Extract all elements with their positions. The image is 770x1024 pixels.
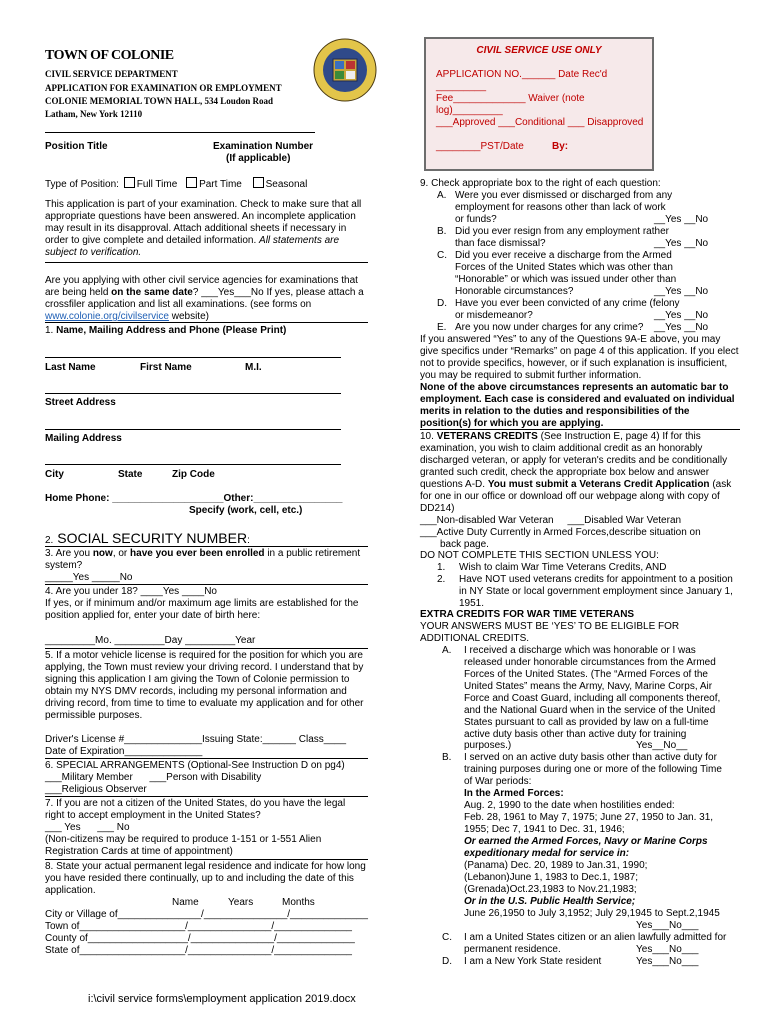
exam-number-label: Examination Number <box>213 141 314 152</box>
q9c-yes-no[interactable]: __Yes __No <box>654 286 709 297</box>
cond1-text: Wish to claim War Time Veterans Credits, AND <box>459 562 667 573</box>
full-time-label: Full Time <box>136 179 178 190</box>
divider <box>45 859 368 860</box>
q9d-yes-no[interactable]: __Yes __No <box>654 310 709 321</box>
rc-letter: C. <box>442 932 452 943</box>
approval-field[interactable]: ___Approved ___Conditional ___ Disapproved <box>436 117 644 128</box>
divider <box>45 584 368 585</box>
q9c-line3: “Honorable” or which was issued under other than <box>455 274 677 285</box>
application-no-field[interactable]: APPLICATION NO.______ Date Rec'd _________ <box>436 69 608 92</box>
pst-date-field[interactable]: ________PST/Date <box>436 141 524 152</box>
q6-religious[interactable]: ___Religious Observer <box>45 784 147 795</box>
town-seal-logo <box>313 38 377 102</box>
panama-period: (Panama) Dec. 20, 1989 to Jan.31, 1990; <box>464 860 648 871</box>
medal-heading: Or earned the Armed Forces, Navy or Marine Corps expeditionary medal for service in: <box>464 836 708 859</box>
q3-text: 3. Are you <box>45 548 91 559</box>
ra-text: I received a discharge which was honorable or I was released under honorable circumstances from the Armed Forces of the United States. (The “Armed Forces of the United States” means the Army, Navy, Marine Corps, Air Force and Coast Guard, including all components thereof, and the National Guard when in the service of the United States pursuant to call as provided by law on a full-time active duty basis other than active duty for training <box>464 645 721 740</box>
street-address-label: Street Address <box>45 397 116 408</box>
phs-heading: Or in the U.S. Public Health Service; <box>464 896 636 907</box>
fee-field[interactable]: Fee_____________ Waiver (note log)_________ <box>436 93 585 116</box>
q3-have: have you ever been enrolled <box>130 548 265 559</box>
rb-text: I served on an active duty basis other than active duty for training purposes during one or more of the following Time of War periods: <box>464 752 722 787</box>
other-agencies-yes-no[interactable]: ___Yes___No If yes, please attach a crossfiler application and list all examinations. (see forms on <box>45 287 364 310</box>
q9a-line3: or funds? <box>455 214 497 225</box>
other-agencies-text: Are you applying with other civil service agencies for examinations that are being held <box>45 275 358 298</box>
residence-county-field[interactable]: County of__________________/_______________/______________ <box>45 933 355 944</box>
part-time-label: Part Time <box>199 179 242 190</box>
mailing-address-label: Mailing Address <box>45 433 122 444</box>
q10-text: If for this examination, you wish to claim additional credit as an honorably discharged veteran, or apply for veteran's credits and be conditionally granted such credit, check the appropriate box below and answer questions A-D. <box>420 431 728 490</box>
divider <box>45 648 368 649</box>
city-label: City <box>45 469 64 480</box>
rd-yes-no[interactable]: Yes___No___ <box>636 956 699 967</box>
q9c-line2: Forces of the United States which was other than <box>455 262 673 273</box>
q3-end: in a public retirement system? <box>45 548 361 571</box>
mailing-line[interactable] <box>45 429 341 430</box>
name-line[interactable] <box>45 357 341 358</box>
intro-text: This application is part of your examination. Check to make sure that all appropriate questions have been answered. An incomplete application may result in its disapproval. Attach additional sheets if necessary in order to give complete and detailed information. <box>45 199 362 246</box>
position-title-label: Position Title <box>45 141 108 152</box>
if-applicable-label: (If applicable) <box>226 153 291 164</box>
mi-label: M.I. <box>245 362 262 373</box>
zip-label: Zip Code <box>172 469 215 480</box>
divider <box>45 758 368 759</box>
position-title-line[interactable] <box>45 132 315 133</box>
q9c-letter: C. <box>437 250 447 261</box>
street-line[interactable] <box>45 393 341 394</box>
cond2-number: 2. <box>437 574 446 585</box>
drivers-license-field[interactable]: Driver's License #______________Issuing State:______ Class____ <box>45 734 347 745</box>
back-page-text: back page. <box>440 539 489 550</box>
q9a-yes-no[interactable]: __Yes __No <box>654 214 709 225</box>
q9d-letter: D. <box>437 298 447 309</box>
seasonal-checkbox[interactable] <box>253 177 264 188</box>
q9b-line2: than face dismissal? <box>455 238 546 249</box>
veteran-type-options[interactable]: ___Non-disabled War Veteran ___Disabled War Veteran <box>420 515 682 526</box>
q9b-line1: Did you ever resign from any employment rather <box>455 226 669 237</box>
q10-number: 10. <box>420 431 434 442</box>
part-time-checkbox[interactable] <box>186 177 197 188</box>
q9d-line2: or misdemeanor? <box>455 310 533 321</box>
expiration-field[interactable]: Date of Expiration______________ <box>45 746 203 757</box>
ra-yes-no[interactable]: Yes__No__ <box>636 740 688 751</box>
q9e-letter: E. <box>437 322 447 333</box>
q6-options[interactable]: ___Military Member ___Person with Disability <box>45 772 262 783</box>
q10-block <box>420 431 740 515</box>
q9b-yes-no[interactable]: __Yes __No <box>654 238 709 249</box>
col-name-label: Name <box>172 897 199 908</box>
same-date-text: on the same date <box>111 287 193 298</box>
q9c-line4: Honorable circumstances? <box>455 286 574 297</box>
type-of-position <box>45 177 307 191</box>
app-title: APPLICATION FOR EXAMINATION OR EMPLOYMENT <box>45 83 282 93</box>
other-agencies-paragraph <box>45 275 365 323</box>
q3 <box>45 548 365 572</box>
extra-credits-heading: EXTRA CREDITS FOR WAR TIME VETERANS <box>420 609 635 620</box>
q10-bold: You must submit a Veterans Credit Application <box>487 479 710 490</box>
seasonal-label: Seasonal <box>265 179 308 190</box>
cond1-number: 1. <box>437 562 446 573</box>
residence-state-field[interactable]: State of___________________/_______________/______________ <box>45 945 352 956</box>
q2-number: 2. <box>45 535 54 546</box>
q9a-line1: Were you ever dismissed or discharged from any <box>455 190 673 201</box>
by-label: By: <box>552 141 569 152</box>
q9-remarks: If you answered “Yes” to any of the Questions 9A-E above, you may give specifics under “Remarks” on page 4 of this application. If you elect not to provide specifics, however, or if such explanation is insufficient, you may be required to submit further information. <box>420 334 739 381</box>
ssn-label: SOCIAL SECURITY NUMBER <box>57 530 248 546</box>
divider <box>420 429 740 430</box>
q4-under-18[interactable]: 4. Are you under 18? ____Yes ____No <box>45 586 217 597</box>
armed-forces-heading: In the Armed Forces: <box>464 788 564 799</box>
answers-must-be-yes: YOUR ANSWERS MUST BE ‘YES’ TO BE ELIGIBLE FOR ADDITIONAL CREDITS. <box>420 621 680 644</box>
q9a-letter: A. <box>437 190 447 201</box>
q7-text: 7. If you are not a citizen of the United States, do you have the legal right to accept employment in the United States? <box>45 798 346 821</box>
civil-service-link[interactable]: www.colonie.org/civilservice <box>45 311 169 322</box>
q8-text: 8. State your actual permanent legal residence and indicate for how long you have resided there continually, up to and including the date of this application. <box>45 861 366 896</box>
q7-yes-no[interactable]: ___ Yes ___ No <box>45 822 130 833</box>
rb-yes-no[interactable]: Yes___No___ <box>636 920 699 931</box>
q6-heading: 6. SPECIAL ARRANGEMENTS (Optional-See Instruction D on pg4) <box>45 760 345 771</box>
aug-period: Aug. 2, 1990 to the date when hostilities ended: <box>464 800 675 811</box>
do-not-complete: DO NOT COMPLETE THIS SECTION UNLESS YOU: <box>420 550 659 561</box>
ra-letter: A. <box>442 645 452 656</box>
rd-letter: D. <box>442 956 452 967</box>
q10-see: (See Instruction E, page 4) <box>540 431 660 442</box>
residence-town-field[interactable]: Town of___________________/_______________/______________ <box>45 921 352 932</box>
use-box-title: CIVIL SERVICE USE ONLY <box>476 45 602 56</box>
divider <box>45 546 368 547</box>
q10-title: VETERANS CREDITS <box>436 431 538 442</box>
last-name-label: Last Name <box>45 362 96 373</box>
col-years-label: Years <box>228 897 254 908</box>
lebanon-period: (Lebanon)June 1, 1983 to Dec.1, 1987; <box>464 872 639 883</box>
q5-paragraph: 5. If a motor vehicle license is required for the position for which you are applying, the Town must review your driving record. I understand that by signing this application I am giving the Town of Colonie permission to obtain my NYS DMV records, including my personal information and driving record, from time to time to evaluate my application and for other permissible purposes. <box>45 650 364 721</box>
q9e-line1: Are you now under charges for any crime? <box>455 322 644 333</box>
intro-italic: All statements are subject to verification. <box>45 235 340 258</box>
phs-period: June 26,1950 to July 3,1952; July 29,1945 to Sept.2,1945 <box>464 908 720 919</box>
address-line-1: COLONIE MEMORIAL TOWN HALL, 534 Loudon Road <box>45 96 273 106</box>
col-months-label: Months <box>282 897 315 908</box>
ra-end: purposes.) <box>464 740 512 751</box>
divider <box>45 796 368 797</box>
q9-bold-note: None of the above circumstances represents an automatic bar to employment. Each case is considered and evaluated on individual merits in relation to the duties and responsibilities of the position(s) for which you are applying. <box>420 382 735 429</box>
q3-yes-no[interactable]: _____Yes _____No <box>45 572 133 583</box>
q10-after: (ask for one in our office or download off our webpage along with copy of DD214) <box>420 479 732 514</box>
q9d-line1: Have you ever been convicted of any crime (felony <box>455 298 680 309</box>
active-duty-option[interactable]: ___Active Duty Currently in Armed Forces,describe situation on <box>420 527 701 538</box>
home-phone-field[interactable]: Home Phone: ____________________Other:________________ <box>45 493 343 504</box>
state-label: State <box>118 469 143 480</box>
specify-label: Specify (work, cell, etc.) <box>189 505 303 516</box>
rd-text: I am a New York State resident <box>464 956 602 967</box>
full-time-checkbox[interactable] <box>124 177 135 188</box>
feb-period: Feb. 28, 1961 to May 7, 1975; June 27, 1950 to Jan. 31, 1955; Dec 7, 1941 to Dec. 31, 1946; <box>464 812 714 835</box>
rc-yes-no[interactable]: Yes___No___ <box>636 944 699 955</box>
q3-or: , or <box>112 548 128 559</box>
intro-paragraph <box>45 199 365 259</box>
q3-now: now <box>92 548 113 559</box>
other-agencies-q: ? <box>192 287 199 298</box>
divider <box>45 262 368 263</box>
q9b-letter: B. <box>437 226 447 237</box>
cond2-text: Have NOT used veterans credits for appointment to a position in NY State or local government employment since January 1, 1951. <box>459 574 733 609</box>
footer-file-path: i:\civil service forms\employment application 2019.docx <box>88 993 356 1005</box>
ssn-colon: : <box>247 535 250 546</box>
q7-note: (Non-citizens may be required to produce 1-151 or 1-551 Alien Registration Cards at time of appointment) <box>45 834 322 857</box>
other-agencies-end: website) <box>171 311 209 322</box>
q1-heading <box>45 325 286 337</box>
grenada-period: (Grenada)Oct.23,1983 to Nov.21,1983; <box>464 884 637 895</box>
q9-heading: 9. Check appropriate box to the right of each question: <box>420 178 661 189</box>
dept-name: CIVIL SERVICE DEPARTMENT <box>45 69 178 79</box>
civil-service-use-box <box>424 37 654 171</box>
type-of-position-label: Type of Position: <box>45 179 119 190</box>
rb-letter: B. <box>442 752 452 763</box>
divider <box>45 322 368 323</box>
dob-field[interactable]: _________Mo. _________Day _________Year <box>45 635 256 646</box>
address-line-2: Latham, New York 12110 <box>45 109 143 119</box>
city-line[interactable] <box>45 464 341 465</box>
q9e-yes-no[interactable]: __Yes __No <box>654 322 709 333</box>
q1-number: 1. <box>45 325 54 336</box>
town-title: TOWN OF COLONIE <box>45 48 174 63</box>
q9c-line1: Did you ever receive a discharge from the Armed <box>455 250 672 261</box>
first-name-label: First Name <box>140 362 192 373</box>
q1-title: Name, Mailing Address and Phone (Please Print) <box>56 325 287 336</box>
rc-text: I am a United States citizen or an alien lawfully admitted for permanent residence. <box>464 932 727 955</box>
q4-dob-instructions: If yes, or if minimum and/or maximum age limits are established for the position applied for, enter your date of birth here: <box>45 598 359 621</box>
q9a-line2: employment for reasons other than lack of work <box>455 202 666 213</box>
residence-city-field[interactable]: City or Village of_______________/_______________/______________ <box>45 909 368 920</box>
